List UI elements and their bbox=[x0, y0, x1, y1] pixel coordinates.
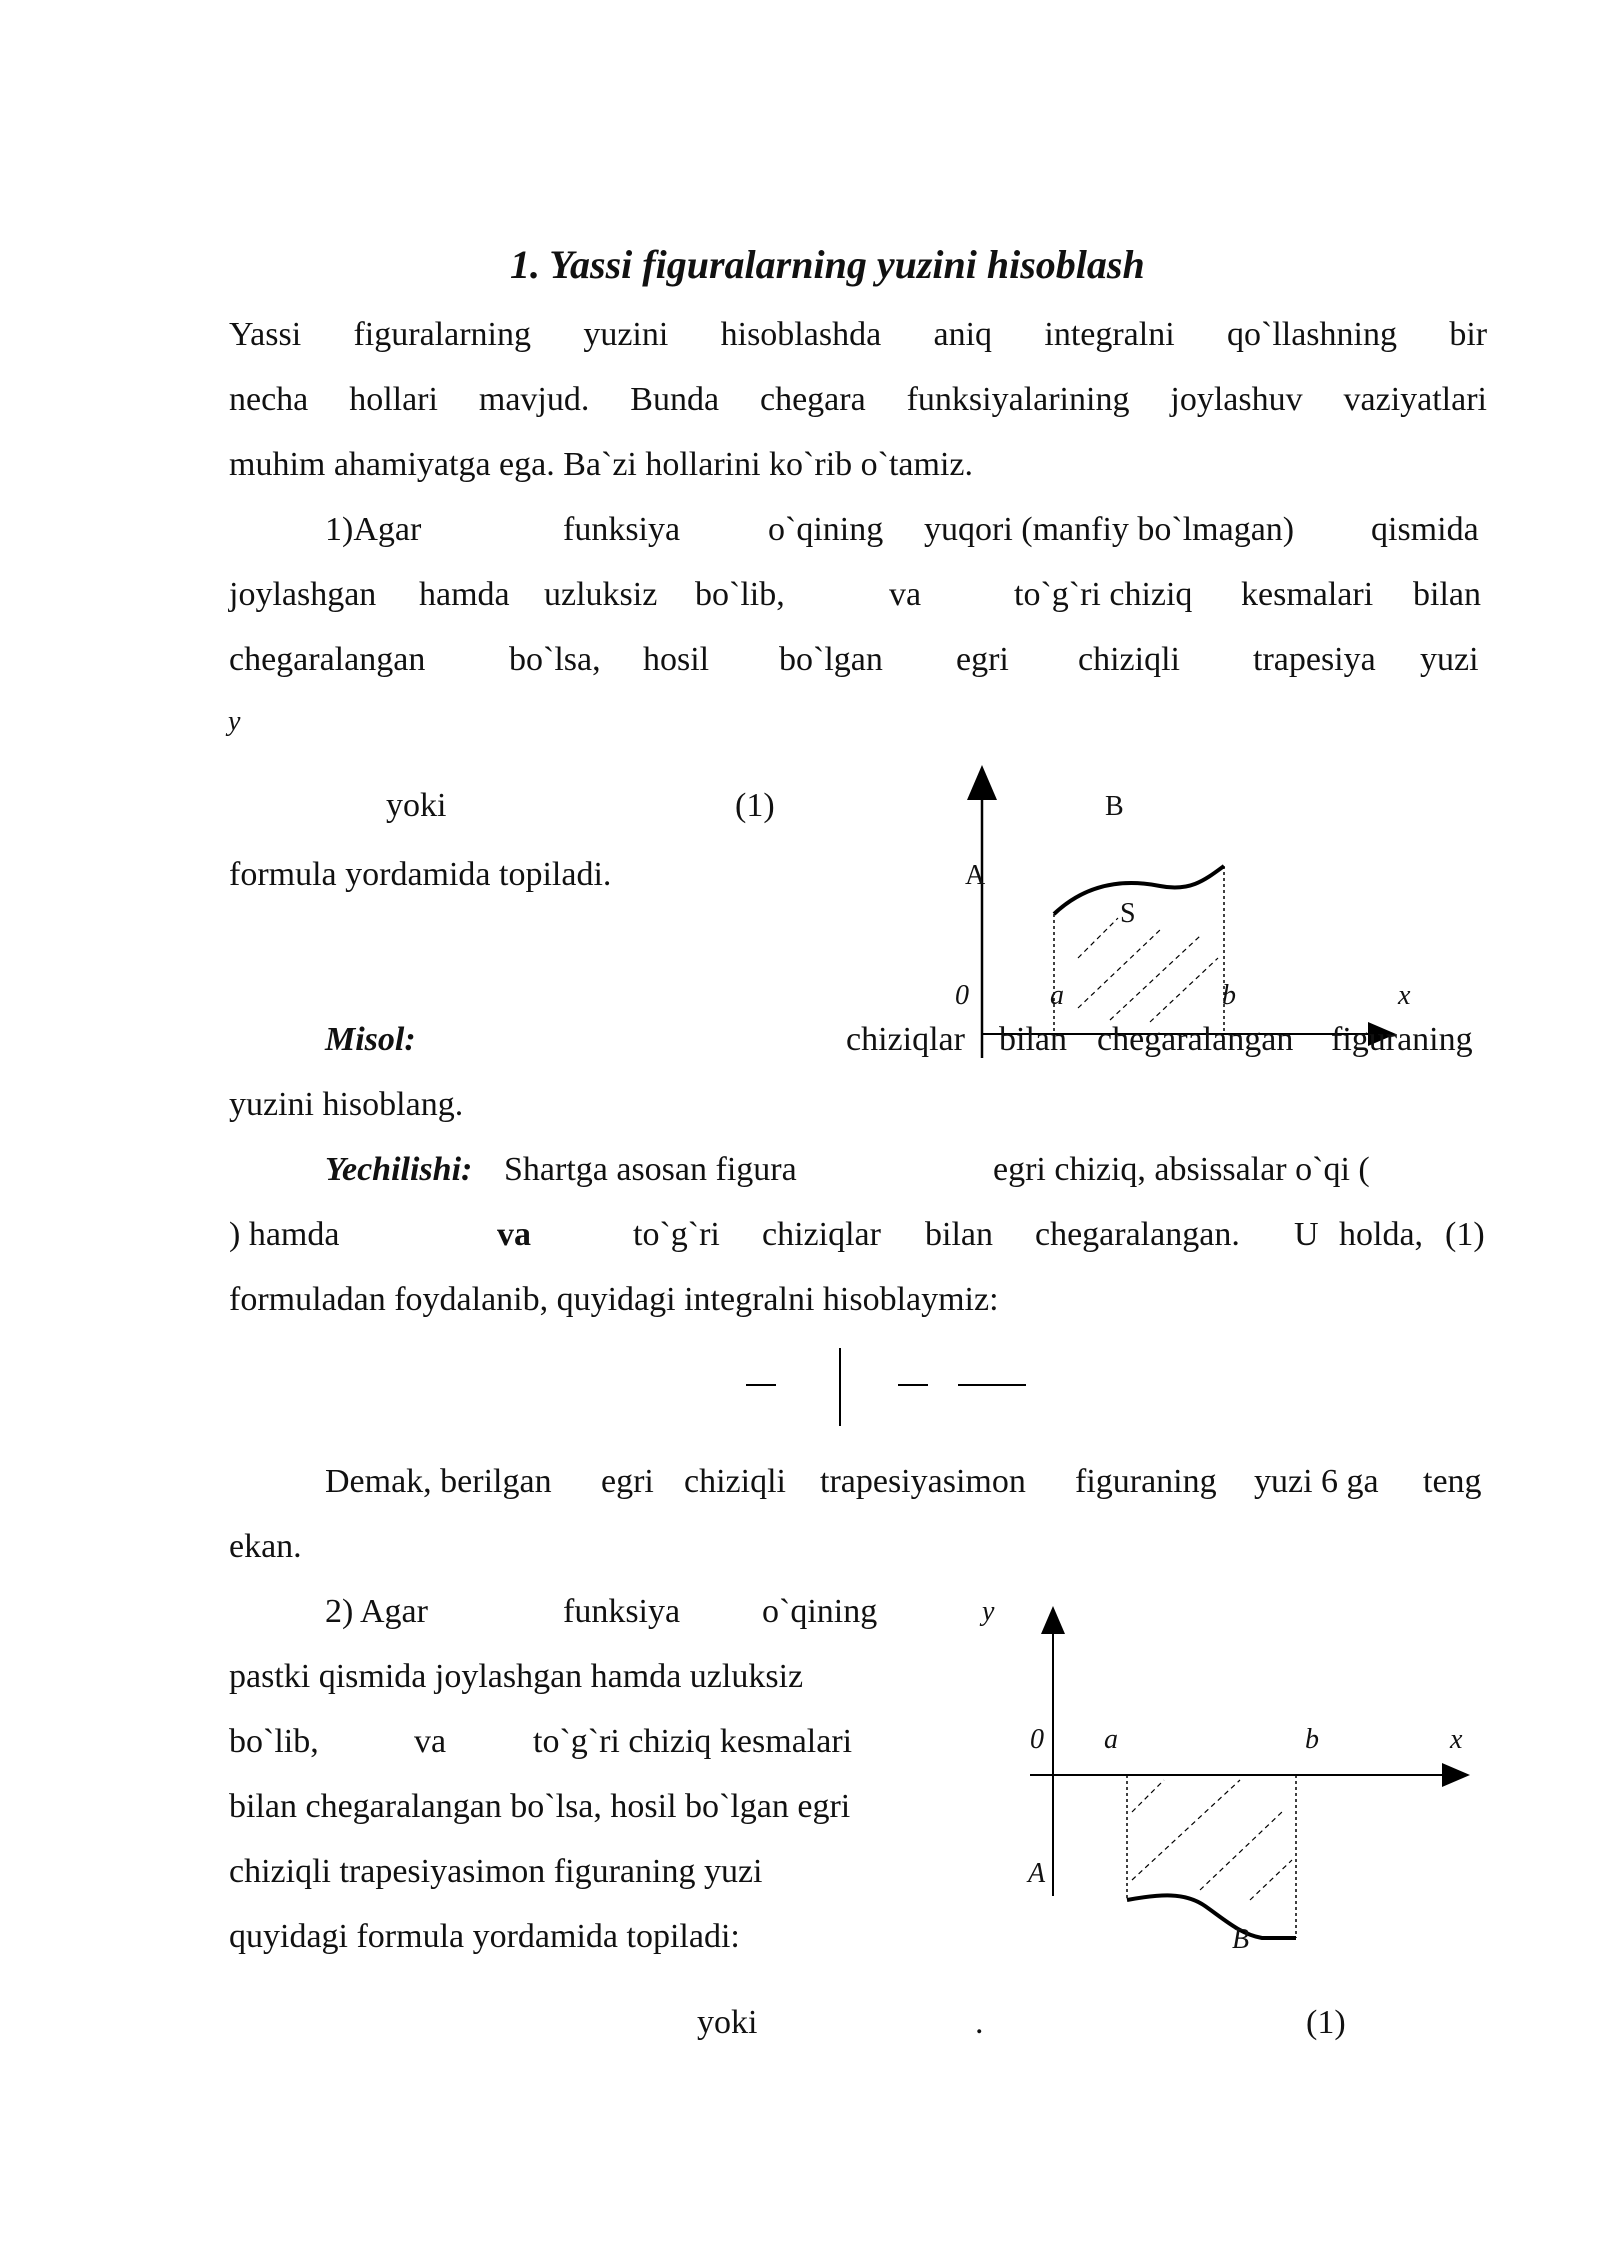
case2-equation-number: (1) bbox=[1306, 2004, 1346, 2041]
case1-line3-4: bo`lgan bbox=[779, 641, 883, 678]
case2-line-6: quyidagi formula yordamida topiladi: bbox=[229, 1918, 740, 1955]
diagram1-y-label: y bbox=[228, 706, 241, 737]
intro-line-1: Yassi figuralarning yuzini hisoblashda aniq integralni qo`llashning bir bbox=[229, 316, 1488, 353]
case2-va: va bbox=[414, 1723, 447, 1760]
case1-line2-1: joylashgan bbox=[229, 576, 377, 613]
case1-line3-1: chegaralangan bbox=[229, 641, 426, 678]
case1-qismida: qismida bbox=[1371, 511, 1479, 548]
solution-line2-w7: (1) bbox=[1445, 1216, 1485, 1253]
diagram1-a-label: a bbox=[1050, 980, 1064, 1011]
case1-line2-5: va bbox=[889, 576, 922, 613]
case2-oqining: o`qining bbox=[762, 1593, 878, 1630]
solution-label: Yechilishi: bbox=[325, 1151, 473, 1188]
solution-line2-w4: chegaralangan. bbox=[1035, 1216, 1240, 1253]
example-label: Misol: bbox=[325, 1021, 416, 1058]
conclusion-w6: yuzi 6 ga bbox=[1254, 1463, 1379, 1500]
solution-line1-rest: Shartga asosan figura bbox=[504, 1151, 797, 1188]
conclusion-w7: teng bbox=[1423, 1463, 1482, 1500]
solution-line2-start: ) hamda bbox=[229, 1216, 340, 1253]
conclusion-w2: egri bbox=[601, 1463, 654, 1500]
case1-line3-8: yuzi bbox=[1420, 641, 1479, 678]
diagram2-y-label: y bbox=[982, 1596, 995, 1627]
case2-dot: . bbox=[975, 2004, 984, 2041]
solution-line1-tail: egri chiziq, absissalar o`qi ( bbox=[993, 1151, 1370, 1188]
case1-line3-2: bo`lsa, bbox=[509, 641, 601, 678]
conclusion-w5: figuraning bbox=[1075, 1463, 1217, 1500]
diagram2-x-label: x bbox=[1450, 1724, 1463, 1755]
diagram1-b-label: b bbox=[1222, 980, 1236, 1011]
case1-line2-2: hamda bbox=[419, 576, 510, 613]
case2-agar: 2) Agar bbox=[325, 1593, 428, 1630]
case2-bolib: bo`lib, bbox=[229, 1723, 319, 1760]
case1-line2-7: kesmalari bbox=[1241, 576, 1374, 613]
case1-line2-4: bo`lib, bbox=[695, 576, 785, 613]
case2-yoki: yoki bbox=[697, 2004, 758, 2041]
case1-line2-3: uzluksiz bbox=[544, 576, 658, 613]
example-line-2: yuzini hisoblang. bbox=[229, 1086, 464, 1123]
solution-line-3: formuladan foydalanib, quyidagi integralni hisoblaymiz: bbox=[229, 1281, 999, 1318]
example-tail-1: chiziqlar bbox=[846, 1021, 965, 1058]
curve-f-2 bbox=[1127, 1895, 1296, 1938]
case2-line-5: chiziqli trapesiyasimon figuraning yuzi bbox=[229, 1853, 763, 1890]
diagram2-b-label: b bbox=[1305, 1724, 1319, 1755]
case1-equation-number: (1) bbox=[735, 787, 775, 824]
intro-line-3: muhim ahamiyatga ega. Ba`zi hollarini ko`rib o`tamiz. bbox=[229, 446, 973, 483]
diagram1-A-label: A bbox=[965, 860, 986, 891]
case1-funksiya: funksiya bbox=[563, 511, 681, 548]
page-title: 1. Yassi figuralarning yuzini hisoblash bbox=[510, 242, 1145, 287]
case1-oqining: o`qining bbox=[768, 511, 884, 548]
diagram2-a-label: a bbox=[1104, 1724, 1118, 1755]
solution-line2-w6: holda, bbox=[1339, 1216, 1424, 1253]
example-tail-4: figuraning bbox=[1331, 1021, 1473, 1058]
diagram1-B-label: B bbox=[1105, 791, 1124, 822]
hatching-2 bbox=[1132, 1780, 1292, 1900]
conclusion-w4: trapesiyasimon bbox=[820, 1463, 1026, 1500]
case1-line3-7: trapesiya bbox=[1253, 641, 1376, 678]
diagram2-A-label: A bbox=[1028, 1858, 1046, 1889]
case2-line-2: pastki qismida joylashgan hamda uzluksiz bbox=[229, 1658, 804, 1695]
case1-line2-6: to`g`ri chiziq bbox=[1014, 576, 1193, 613]
case1-yoki: yoki bbox=[386, 787, 447, 824]
case1-line3-3: hosil bbox=[643, 641, 710, 678]
example-tail-3: chegaralangan bbox=[1097, 1021, 1294, 1058]
diagram1-x-label: x bbox=[1398, 980, 1411, 1011]
solution-line2-w2: chiziqlar bbox=[762, 1216, 881, 1253]
intro-line-2-words: necha hollari mavjud. Bunda chegara funksiyalarining joylashuv vaziyatlari bbox=[229, 381, 1487, 418]
solution-line2-va: va bbox=[497, 1216, 531, 1253]
solution-line2-w3: bilan bbox=[925, 1216, 993, 1253]
example-tail-2: bilan bbox=[999, 1021, 1067, 1058]
conclusion-w1: Demak, berilgan bbox=[325, 1463, 552, 1500]
case2-togri: to`g`ri chiziq kesmalari bbox=[533, 1723, 853, 1760]
conclusion-w3: chiziqli bbox=[684, 1463, 786, 1500]
diagram1-S-label: S bbox=[1120, 898, 1136, 929]
case1-line2-8: bilan bbox=[1413, 576, 1481, 613]
case1-agar: 1)Agar bbox=[325, 511, 422, 548]
diagram2-B-label: B bbox=[1232, 1924, 1250, 1955]
solution-line2-w1: to`g`ri bbox=[633, 1216, 720, 1253]
diagram2-origin-label: 0 bbox=[1030, 1724, 1044, 1755]
case1-line3-6: chiziqli bbox=[1078, 641, 1180, 678]
case2-line-4: bilan chegaralangan bo`lsa, hosil bo`lgan egri bbox=[229, 1788, 851, 1825]
case2-funksiya: funksiya bbox=[563, 1593, 681, 1630]
conclusion-line-2: ekan. bbox=[229, 1528, 302, 1565]
diagram1-origin-label: 0 bbox=[955, 980, 969, 1011]
case1-line3-5: egri bbox=[956, 641, 1009, 678]
case1-yuqori: yuqori (manfiy bo`lmagan) bbox=[924, 511, 1295, 548]
solution-line2-w5: U bbox=[1294, 1216, 1319, 1253]
case1-formula-text: formula yordamida topiladi. bbox=[229, 856, 612, 893]
